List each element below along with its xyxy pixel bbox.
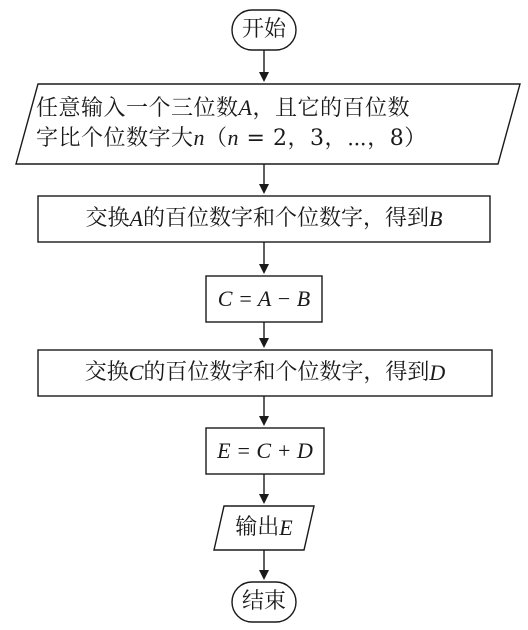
output-var-e: E (279, 514, 293, 540)
input-var-n: n (193, 125, 206, 150)
end-label (232, 582, 296, 622)
input-line-1 (36, 94, 410, 124)
step3-var-c: C (128, 359, 144, 385)
output-label (214, 506, 314, 550)
step3-label (38, 350, 492, 396)
step1-prefix: 交换 (85, 205, 130, 231)
output-prefix: 输出 (235, 514, 280, 540)
input-var-a: A (238, 95, 253, 121)
input-line-2 (36, 124, 427, 154)
step1-label (38, 196, 490, 242)
input-label (36, 88, 502, 160)
start-text: 开始 (241, 16, 286, 42)
step2-formula: C = A − B (217, 285, 311, 311)
step2-label (206, 276, 322, 322)
step1-middle: 的百位数字和个位数字，得到 (143, 205, 430, 231)
step3-var-d: D (429, 359, 446, 385)
step1-var-a: A (129, 205, 143, 231)
step1-var-b: B (429, 205, 443, 231)
input-cond-open: （ (205, 126, 228, 151)
step3-middle: 的百位数字和个位数字，得到 (143, 359, 430, 385)
input-line2-prefix: 字比个位数字大 (36, 126, 194, 151)
input-cond-var-n: n (227, 125, 240, 150)
end-text: 结束 (241, 588, 286, 614)
step4-label (206, 428, 324, 474)
start-label (232, 10, 296, 50)
input-line1-prefix: 任意输入一个三位数 (36, 96, 239, 122)
input-cond-rest: = 2，3，⋯，8） (239, 126, 427, 151)
input-line1-suffix: ，且它的百位数 (252, 96, 410, 122)
step4-formula: E = C + D (217, 437, 313, 463)
step3-prefix: 交换 (84, 359, 129, 385)
